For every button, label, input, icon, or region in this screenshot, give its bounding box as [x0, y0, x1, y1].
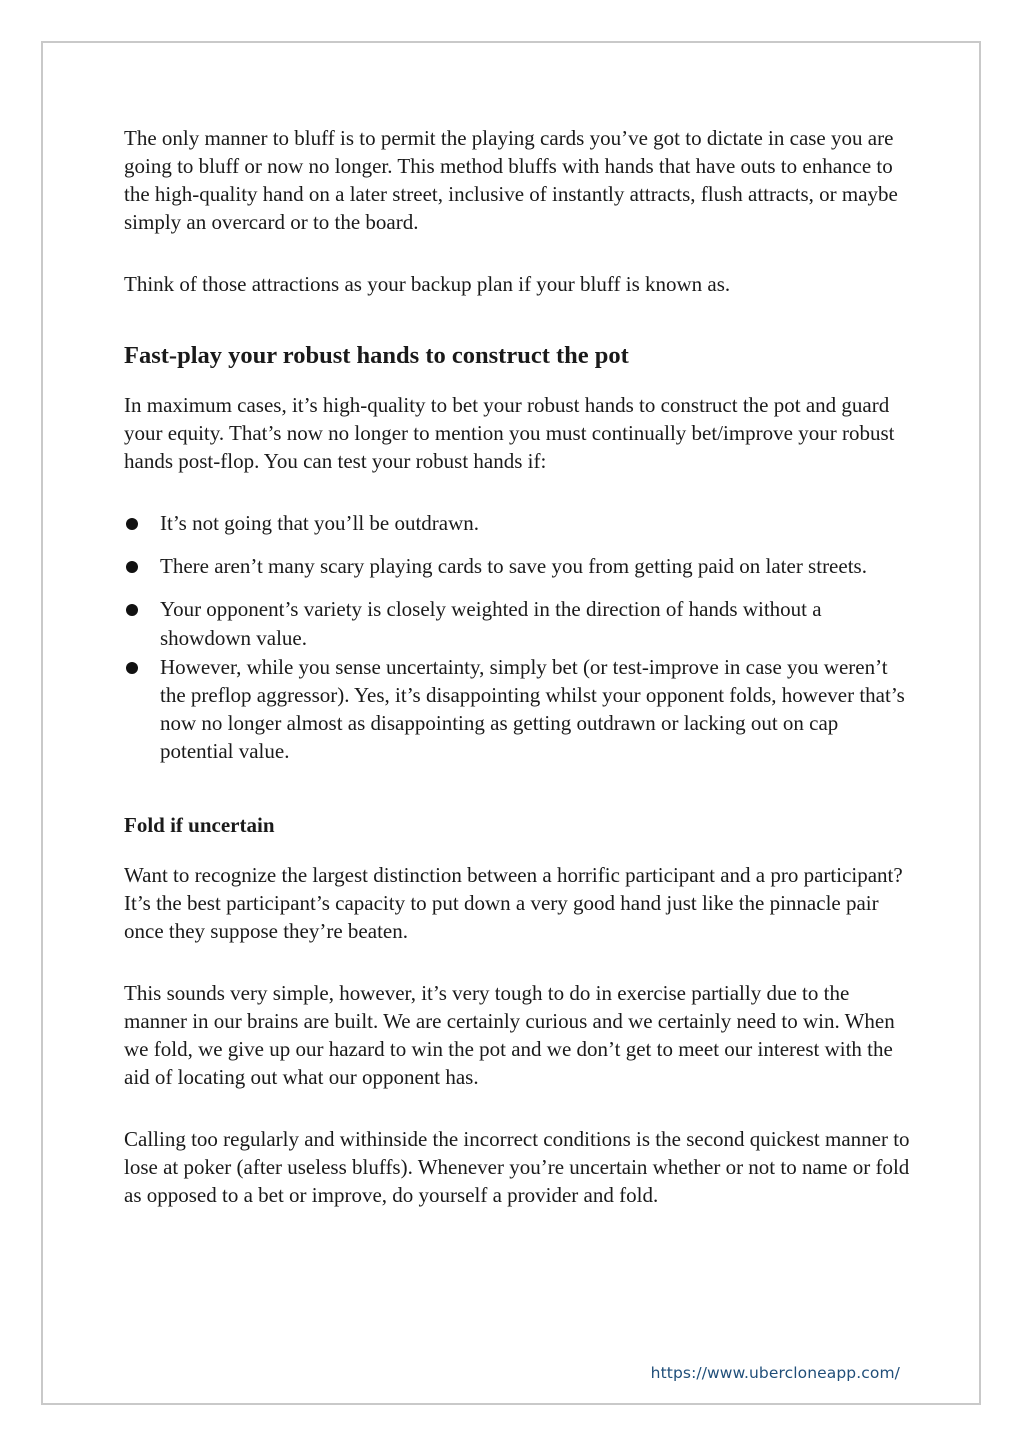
section2-paragraph-3: Calling too regularly and withinside the incorrect conditions is the second quickest manner to lose at poker (after useless bluffs). Whenever you’re uncertain whether or not to name or fold as opposed to a bet or improve, do yourself a provider and fold. — [124, 1127, 910, 1207]
list-item — [124, 552, 914, 581]
bullet-dot-icon — [126, 518, 138, 530]
document-body — [124, 124, 914, 1209]
bullet-dot-icon — [126, 561, 138, 573]
list-item — [124, 509, 914, 538]
list-item — [124, 595, 914, 653]
bullet-text: There aren’t many scary playing cards to save you from getting paid on later streets. — [160, 554, 867, 578]
section-heading-fold-if-uncertain: Fold if uncertain — [124, 813, 275, 837]
bullet-list — [124, 509, 914, 765]
bullet-dot-icon — [126, 662, 138, 674]
bullet-text: However, while you sense uncertainty, simply bet (or test-improve in case you weren’t the preflop aggressor). Yes, it’s disappointing whilst your opponent folds, however that’s now no longer almost as disappointing as getting outdrawn or lacking out on cap potential value. — [160, 655, 905, 763]
section2-paragraph-1: Want to recognize the largest distinction between a horrific participant and a pro participant? It’s the best participant’s capacity to put down a very good hand just like the pinnacle pair once they suppose they’re beaten. — [124, 863, 903, 943]
section1-paragraph: In maximum cases, it’s high-quality to bet your robust hands to construct the pot and guard your equity. That’s now no longer to mention you must continually bet/improve your robust hands post-flop. You can test your robust hands if: — [124, 393, 895, 473]
list-item — [124, 653, 914, 765]
bullet-text: Your opponent’s variety is closely weighted in the direction of hands without a showdown value. — [160, 597, 822, 650]
bullet-text: It’s not going that you’ll be outdrawn. — [160, 511, 480, 535]
section2-paragraph-2: This sounds very simple, however, it’s very tough to do in exercise partially due to the manner in our brains are built. We are certainly curious and we certainly need to win. When we fold, we give up our hazard to win the pot and we don’t get to meet our interest with the aid of locating out what our opponent has. — [124, 981, 895, 1089]
bullet-dot-icon — [126, 604, 138, 616]
section-heading-fast-play: Fast-play your robust hands to construct the pot — [124, 342, 629, 369]
intro-paragraph-1: The only manner to bluff is to permit the playing cards you’ve got to dictate in case you are going to bluff or now no longer. This method bluffs with hands that have outs to enhance to the high-quality hand on a later street, inclusive of instantly attracts, flush attracts, or maybe simply an overcard or to the board. — [124, 126, 898, 234]
footer-url-link[interactable]: https://www.ubercloneapp.com/ — [650, 1364, 900, 1382]
intro-paragraph-2: Think of those attractions as your backup plan if your bluff is known as. — [124, 272, 731, 296]
